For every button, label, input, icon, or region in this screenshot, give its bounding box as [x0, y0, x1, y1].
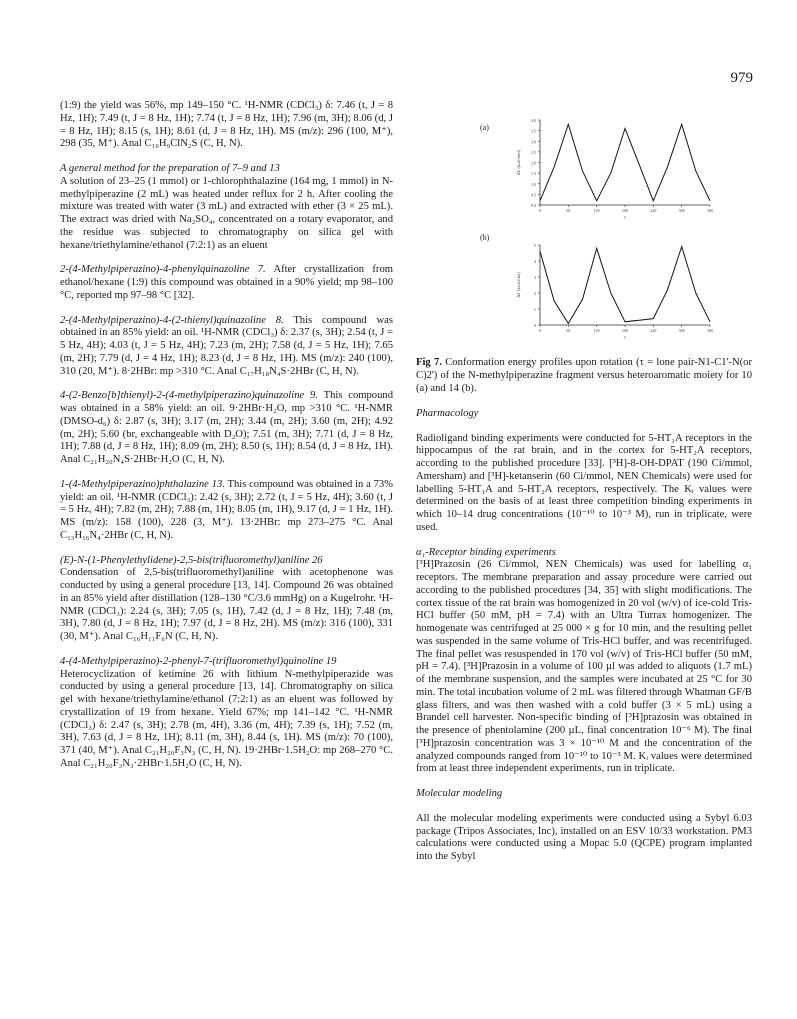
panel-a-y-tick-label: 1.5 — [531, 171, 536, 177]
alpha1-text: [³H]Prazosin (26 Ci/mmol, NEN Chemicals) was used for labelling α₁ receptors. The membrane preparation and assay procedure were carried out according to the published procedures [34, 35] with slight modifications. The cortex tissue of the rat brain was homogenized in 20 vol (w/v) of ice-cold Tris-HCl buffer (50 mM, pH = 7.4) with an Ultra Turrax homogenizer. The homogenate was centrifuged at 25 000 × g for 10 min, and the resulting pellet was suspended in the same volume of Tris-HCl buffer, and was recentrifuged. The final pellet was resuspended in 170 vol (w/v) of Tris-HCl buffer (50 mM, pH = 7.4). [³H]Prazosin in a volume of 100 µl was added to aliquots (1.7 mL) of the membrane suspension, and the samples were incubated at 25 °C for 30 min. The total incubation volume of 2 mL was filtered through Whatman GF/B glass filters, and was then washed with a cold buffer (3 × 5 mL) using a Brandel cell harvester. Non-specific binding of [³H]prazosin was obtained in the presence of phentolamine (200 µL, final concentration 10⁻⁶ M). The final [³H]prazosin concentration was 3 × 10⁻¹⁰ M and the concentration of the analyzed compounds ranged from 10⁻¹⁰ to 10⁻³ M. Kᵢ values were determined from at least three independent experiments, run in triplicate. — [416, 559, 752, 775]
panel-a-y-tick-label: 0.5 — [531, 192, 536, 198]
right-column — [416, 357, 752, 876]
compound-26 — [60, 555, 393, 644]
alpha1-section — [416, 547, 752, 777]
molecular-text: All the molecular modeling experiments were conducted using a Sybyl 6.03 package (Tripos Associates, Inc), installed on an ESV 10/33 workstation. PM3 calculations were conducted using a Mopac 5.0 (QCPE) program implanted into the Sybyl — [416, 812, 752, 863]
compound-heading: 1-(4-Methylpiperazino)phthalazine 13. — [60, 478, 225, 490]
page-number: 979 — [730, 70, 753, 86]
panel-b-y-tick-label: 4 — [534, 259, 536, 264]
panel-b-y-label: ΔE (kcal/mol) — [516, 272, 521, 298]
panel-b-x-tick-label: 360 — [707, 328, 713, 333]
panel-b-x-tick-label: 60 — [566, 328, 571, 333]
compound-heading: 4-(2-Benzo[b]thienyl)-2-(4-methylpiperazino)quinazoline 9. — [60, 390, 318, 402]
para-yield-continued — [60, 100, 393, 151]
panel-a-y-tick-label: 3.5 — [531, 128, 536, 134]
panel-b-x-tick-label: 120 — [593, 328, 600, 333]
panel-a-x-tick-label: 300 — [678, 208, 685, 213]
panel-a-x-tick-label: 240 — [650, 208, 657, 213]
section-general-method — [60, 163, 393, 252]
panel-b-y-tick-label: 3 — [534, 275, 536, 280]
panel-a-y-tick-label: 2.0 — [531, 160, 536, 166]
panel-a-y-tick-label: 1.0 — [531, 181, 536, 187]
section-heading: (E)-N-(1-Phenylethylidene)-2,5-bis(trifluoromethyl)aniline 26 — [60, 554, 323, 566]
panel-a-x-tick-label: 120 — [593, 208, 600, 213]
figure-7 — [470, 110, 740, 340]
panel-b-y-tick-label: 1 — [534, 307, 536, 312]
panel-a-label: (a) — [480, 123, 489, 132]
panel-b-y-tick-label: 2 — [534, 291, 536, 296]
panel-b-x-tick-label: 180 — [622, 328, 628, 333]
alpha1-title: α₁-Receptor binding experiments — [416, 546, 556, 558]
compound-9 — [60, 390, 393, 467]
panel-b-y-tick-label: 5 — [534, 243, 536, 248]
para-text: (1:9) the yield was 56%, mp 149–150 °C. ¹H-NMR (CDCl₃) δ: 7.46 (t, J = 8 Hz, 1H); 7.49 (t, J = 8 Hz, 1H); 7.74 (t, J = 8 Hz, 1H); 7.96 (m, 3H); 8.06 (d, J = 8 Hz, 1H); 8.15 (s, 1H); 8.61 (d, J = 8 Hz, 1H). MS (m/z): 296 (100, M⁺), 298 (35, M⁺). Anal C₁₆H₉ClN₂S (C, H, N). — [60, 100, 393, 150]
panel-a-x-tick-label: 360 — [707, 208, 713, 213]
compound-8 — [60, 315, 393, 379]
compound-heading: 2-(4-Methylpiperazino)-4-phenylquinazoline 7. — [60, 264, 266, 276]
panel-a-y-tick-label: 2.5 — [531, 149, 536, 155]
molecular-title: Molecular modeling — [416, 788, 503, 800]
panel-b-label: (b) — [480, 233, 490, 242]
panel-b-x-tick-label: 300 — [678, 328, 685, 333]
panel-a-series-line — [540, 124, 710, 201]
section-text: A solution of 23–25 (1 mmol) or 1-chlorophthalazine (164 mg, 1 mmol) in N-methylpiperazine (2 mL) was heated under reflux for 2 h. After cooling the mixture was treated with water (3 mL) and extracted with ether (3 × 25 mL). The extract was dried with Na₂SO₄, concentrated on a rotary evaporator, and the residue was subjected to chromatography on silica gel with hexane/triethylamine/ethanol (7:2:1) as an eluent — [60, 175, 393, 251]
molecular-section — [416, 788, 752, 864]
panel-a-y-tick-label: 3.0 — [531, 139, 536, 145]
panel-a-y-label: ΔE (kcal/mol) — [516, 149, 521, 176]
panel-a-x-label: τ — [623, 216, 627, 221]
panel-a-x-tick-label: 180 — [622, 208, 628, 213]
section-text: Condensation of 2,5-bis(trifluoromethyl)aniline with acetophenone was conducted by using a general procedure [13, 14]. Compound 26 was obtained in an 85% yield after distillation (128–130 °C/3.6 mmHg) on a Kugelrohr. ¹H-NMR (CDCl₃): 2.24 (s, 3H); 7.05 (s, 1H), 7.42 (d, J = 8 Hz, 1H); 7.48 (m, 3H), 7.80 (d, J = 8 Hz, 1H); 7.97 (d, J = 8 Hz, 2H). MS (m/z): 316 (100), 331 (30, M⁺). Anal C₁₆H₁₁F₆N (C, H, N). — [60, 567, 393, 642]
compound-heading: 2-(4-Methylpiperazino)-4-(2-thienyl)quinazoline 8. — [60, 314, 284, 326]
compound-7 — [60, 264, 393, 302]
caption-text: Conformation energy profiles upon rotation (τ = lone pair-N1-C1'-N(or C)2') of the N-methylpiperazine fragment versus heteroaromatic moiety for 10 (a) and 14 (b). — [416, 357, 752, 394]
panel-b-x-tick-label: 240 — [650, 328, 657, 333]
section-heading: A general method for the preparation of 7–9 and 13 — [60, 163, 280, 174]
panel-b-x-label: τ — [623, 336, 627, 340]
pharmacology-title: Pharmacology — [416, 407, 479, 419]
section-heading: 4-(4-Methylpiperazino)-2-phenyl-7-(trifluoromethyl)quinoline 19 — [60, 655, 337, 667]
panel-a-y-tick-label: 4.0 — [531, 118, 536, 123]
compound-text: This compound was obtained in a 58% yield: an oil. 9·2HBr·H₂O, mp >310 °C. ¹H-NMR (DMSO-d₆) δ: 2.87 (s, 3H); 3.17 (m, 2H); 3.44 (m, 2H); 3.60 (m, 2H); 4.92 (m, 2H); 5.60 (br, exchangeable with D₂O); 7.51 (m, 3H); 7.71 (d, J = 8 Hz, 1H); 7.88 (d, J = 8 Hz, 1H); 8.09 (m, 2H); 8.50 (s, 1H); 8.54 (d, J = 8 Hz, 1H). Anal C₂₁H₂₀N₄S·2HBr·H₂O (C, H, N). — [60, 390, 393, 465]
panel-b-y-tick-label: 0 — [534, 323, 536, 328]
caption-label: Fig 7. — [416, 357, 442, 368]
compound-text: This compound was obtained in a 73% yield: an oil. ¹H-NMR (CDCl₃): 2.42 (s, 3H); 2.72 (t, J = 5 Hz, 4H); 3.60 (t, J = 5 Hz, 4H); 7.82 (m, 2H); 7.88 (m, 1H); 8.05 (m, 1H), 9.17 (d, J = 1 Hz, 1H). MS (m/z): 158 (100), 228 (3, M⁺). 13·2HBr: mp 273–275 °C. Anal C₁₃H₁₆N₄·2HBr (C, H, N). — [60, 478, 393, 541]
compound-19 — [60, 656, 393, 771]
figure-7-svg — [470, 110, 740, 340]
panel-a-y-tick-label: 0.0 — [531, 203, 536, 208]
compound-text: After crystallization from ethanol/hexane (1:9) this compound was obtained in a 90% yield; mp 98–100 °C, reported mp 97–98 °C [32]. — [60, 264, 393, 301]
section-text: Heterocyclization of ketimine 26 with lithium N-methylpiperazide was conducted by using a general procedure [13, 14]. Chromatography on silica gel with hexane/triethylamine/ethanol (7:2:1) as an eluent was followed by crystallization of 19 from hexane. Yield 67%; mp 141–142 °C. ¹H-NMR (CDCl₃) δ: 2.47 (s, 3H); 2.78 (m, 4H), 3.36 (m, 4H); 7.39 (s, 1H); 7.52 (m, 3H), 7.63 (d, J = 8 Hz, 1H); 8.11 (m, 3H), 8.44 (s, 1H). MS (m/z): 70 (100), 371 (40, M⁺). Anal C₂₁H₂₀F₃N₃ (C, H, N). 19·2HBr·1.5H₂O: mp 268–270 °C. Anal C₂₁H₂₀F₃N₃·2HBr·1.5H₂O (C, H, N). — [60, 668, 393, 769]
compound-text: This compound was obtained in an 85% yield: an oil. ¹H-NMR (CDCl₃) δ: 2.37 (s, 3H); 2.54 (t, J = 5 Hz, 4H); 4.03 (t, J = 5 Hz, 4H); 7.23 (m, 2H); 7.58 (d, J = 5 Hz, 1H); 7.65 (m, 2H); 7.79 (d, J = 4 Hz, 1H); 8.23 (d, J = 8 Hz, 1H). MS (m/z): 240 (100), 310 (20, M⁺). 8·2HBr: mp >310 °C. Anal C₁₇H₁₈N₄S·2HBr (C, H, N). — [60, 314, 393, 377]
pharmacology-text: Radioligand binding experiments were conducted for 5-HT₁A receptors in the hippocampus of the rat brain, and in the cortex for 5-HT₂A receptors, according to the published procedure [33]. [³H]-8-OH-DPAT (190 Ci/mmol, Amersham) and [³H]-ketanserin (60 Ci/mmol, NEN Chemicals) were used for labelling 5-HT₁A and 5-HT₂A receptors, respectively. The Kᵢ values were determined on the basis of at least three competition binding experiments in which 10–14 drug concentrations (10⁻¹⁰ to 10⁻³ M), run in triplicate, were used. — [416, 432, 752, 533]
panel-a-x-tick-label: 0 — [539, 208, 541, 213]
pharmacology-section — [416, 408, 752, 535]
compound-13 — [60, 479, 393, 543]
panel-b-series-line — [540, 247, 710, 324]
panel-a-x-tick-label: 60 — [566, 208, 571, 213]
panel-b-x-tick-label: 0 — [539, 328, 541, 333]
left-column — [60, 100, 393, 783]
figure-caption — [416, 357, 752, 396]
